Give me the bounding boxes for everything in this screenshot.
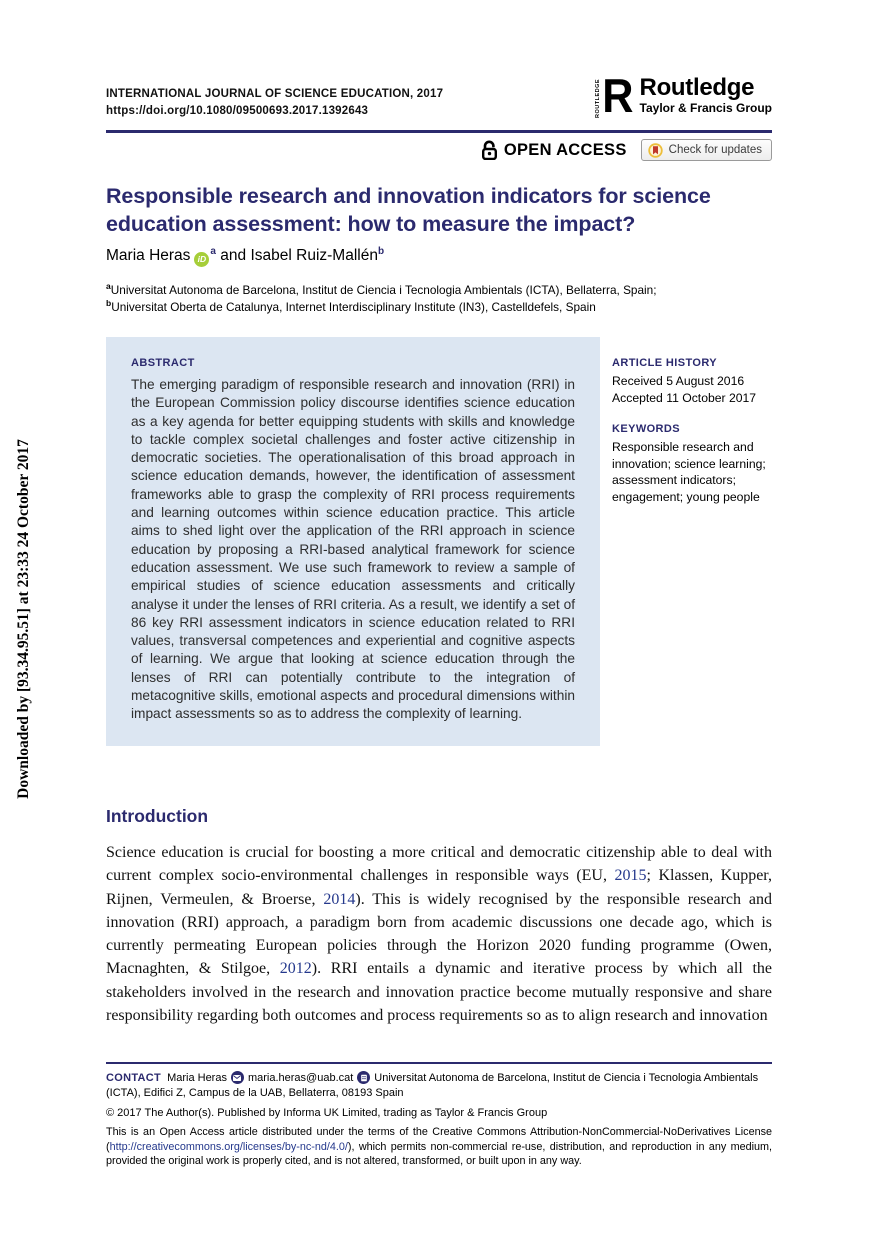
citation-link[interactable]: 2014 [323,890,356,908]
article-title: Responsible research and innovation indicators for science education assessment: how to measure the impact? [106,184,711,236]
check-for-updates-button[interactable] [641,139,772,161]
open-access-text: OPEN ACCESS [503,140,627,159]
abstract-text: The emerging paradigm of responsible research and innovation (RRI) in the European Commission policy discourse identifies science education as a key agenda for better equipping students with skills and knowledge to tackle complex societal challenges and foster active citizenship in democratic societies. The operationalisation of this broad approach in science education demands, however, the identification of assessment frameworks able to grasp the complexity of RRI process requirements and learning outcomes within science education practice. This article aims to shed light over the application of the RRI approach in science education by proposing a RRI-based analytical framework for science education assessment. We use such framework to review a sample of empirical studies of science education assessments and critically analyse it under the lenses of RRI criteria. As a result, we identify a set of 86 key RRI assessment indicators in science education related to RRI values, transversal competences and experiential and cognitive aspects of learning. We argue that looking at science education through the lenses of RRI can potentially contribute to the integration of metacognitive skills, emotional aspects and procedural dimensions within impact assessments so as to address the complexity of learning. [131,377,575,722]
routledge-r-icon: R [601,69,632,122]
affiliation-2 [106,299,657,316]
article-meta-column [612,337,772,746]
article-history-block [612,357,772,406]
check-for-updates-label: Check for updates [668,144,762,156]
copyright-line: © 2017 The Author(s). Published by Informa UK Limited, trading as Taylor & Francis Group [106,1107,548,1119]
crossmark-icon [648,143,663,158]
access-row [482,139,772,161]
publisher-group: Taylor & Francis Group [639,101,772,115]
citation-link[interactable]: http://creativecommons.org/licenses/by-nc-nd/4.0/ [109,1140,348,1153]
contact-name: Maria Heras [167,1072,227,1084]
author-2-affil-sup: b [377,245,385,257]
received-date: Received 5 August 2016 [612,374,745,388]
author-1: Maria Heras [106,247,191,264]
abstract-section [106,337,772,746]
article-history-label: ARTICLE HISTORY [612,357,718,369]
affiliation-1-text: Universitat Autonoma de Barcelona, Institut de Ciencia i Tecnologia Ambientals (ICTA), Bellaterra, Spain; [110,283,657,297]
journal-title: INTERNATIONAL JOURNAL OF SCIENCE EDUCATION, 2017 [106,88,444,100]
routledge-logo [594,69,772,122]
keywords-block [612,423,772,505]
routledge-logo-mark [594,69,633,122]
abstract-box [106,337,600,746]
affiliation-2-sup: b [106,297,112,308]
citation-link[interactable]: 2015 [614,867,647,885]
open-lock-icon [482,140,497,160]
contact-email[interactable]: maria.heras@uab.cat [247,1072,354,1084]
author-2: Isabel Ruiz-Mallén [250,247,378,264]
journal-header [106,86,443,120]
content-area [106,0,772,1250]
introduction-heading: Introduction [106,806,209,826]
open-access-label [482,140,627,160]
keywords-text: Responsible research and innovation; science learning; assessment indicators; engagement; young people [612,440,766,504]
affiliations [106,282,657,315]
publisher-name: Routledge [639,74,755,101]
orcid-icon[interactable]: iD [194,252,209,267]
contact-address: Universitat Autonoma de Barcelona, Institut de Ciencia i Tecnologia Ambientals (ICTA), Edifici Z, Campus de la UAB, Bellaterra, 08193 Spain [106,1072,759,1099]
footer [106,1071,772,1169]
author-1-affil-sup: a [210,245,216,257]
contact-label: CONTACT [106,1072,162,1084]
introduction-paragraph: Science education is crucial for boosting a more critical and democratic citizenship able to deal with current complex socio-environmental challenges in responsible ways (EU, 2015; Klassen, Kupper, Rijnen, Vermeulen, & Broerse, 2014). This is widely recognised by the responsible research and innovation (RRI) approach, a paradigm born from academic discussions one decade ago, which is currently permeating European policies through the Horizon 2020 funding programme (Owen, Macnaghten, & Stilgoe, 2012). RRI entails a dynamic and iterative process by which all the stakeholders involved in the research and innovation practice become mutually responsive and share responsibility regarding both outcomes and process requirements so as to align research and innovation [106,844,772,1025]
authors-line [106,247,384,267]
routledge-vertical-text: ROUTLEDGE [594,78,601,118]
affiliation-1-sup: a [106,281,111,292]
accepted-date: Accepted 11 October 2017 [612,390,757,405]
keywords-label: KEYWORDS [612,423,680,435]
email-icon[interactable] [231,1071,244,1084]
doi-link[interactable]: https://doi.org/10.1080/09500693.2017.1392643 [106,105,369,117]
license-text: This is an Open Access article distributed under the terms of the Creative Commons Attribution-NonCommercial-NoDerivatives License (http://creativecommons.org/licenses/by-nc-nd/4.0/), which permits non-commercial re-use, distribution, and reproduction in any medium, provided the original work is properly cited, and is not altered, transformed, or built upon in any way. [106,1126,772,1167]
header-divider [106,130,772,133]
authors-joiner: and [215,247,251,264]
contact-line [106,1071,772,1101]
citation-link[interactable]: 2012 [279,960,312,978]
affiliation-2-text: Universitat Oberta de Catalunya, Internet Interdisciplinary Institute (IN3), Castelldefels, Spain [111,299,596,314]
building-icon [357,1071,370,1084]
footer-divider [106,1062,772,1064]
abstract-label: ABSTRACT [131,357,195,369]
affiliation-1 [106,282,657,299]
download-watermark: Downloaded by [93.34.95.51] at 23:33 24 October 2017 [15,439,32,799]
publisher-wordmark [640,74,772,115]
